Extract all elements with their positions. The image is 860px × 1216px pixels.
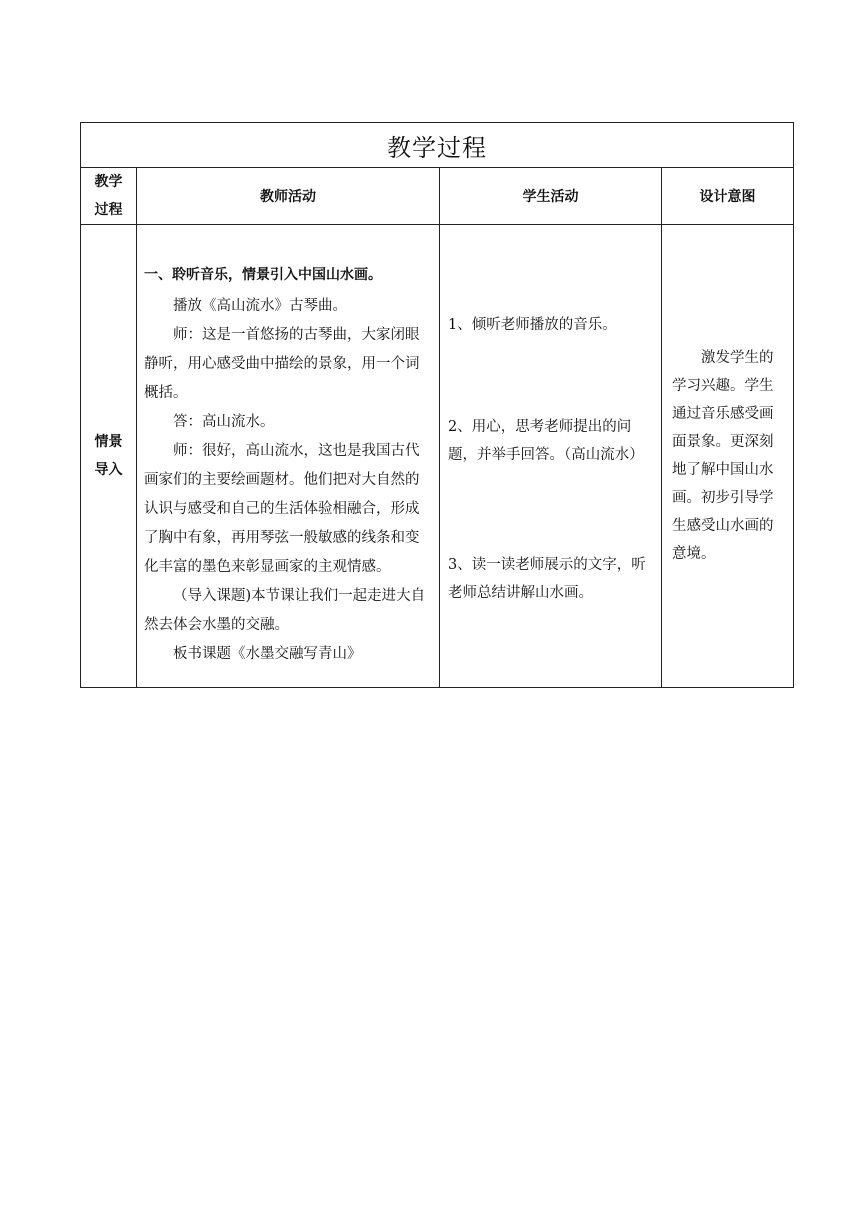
teacher-paragraph: 师：很好，高山流水，这也是我国古代画家们的主要绘画题材。他们把对大自然的认识与感受和自己的生活体验相融合，形成了胸中有象，再用琴弦一般敏感的线条和变化丰富的墨色来彰显画家的主观情感。 <box>144 443 420 575</box>
header-stage <box>81 168 137 225</box>
stage-line1: 情景 <box>94 434 123 450</box>
teacher-paragraph: 板书课题《水墨交融写青山》 <box>173 646 362 662</box>
teaching-process-table <box>80 122 794 688</box>
header-teacher: 教师活动 <box>137 168 440 225</box>
student-activity-cell <box>440 225 662 688</box>
header-row <box>81 168 794 225</box>
header-intent: 设计意图 <box>662 168 794 225</box>
teacher-paragraph: 播放《高山流水》古琴曲。 <box>173 298 347 314</box>
header-student: 学生活动 <box>440 168 662 225</box>
header-stage-line2: 过程 <box>94 202 123 218</box>
table-row <box>81 225 794 688</box>
stage-cell <box>81 225 137 688</box>
student-item-1: 1、倾听老师播放的音乐。 <box>448 317 617 333</box>
title-row <box>81 123 794 168</box>
table-title: 教学过程 <box>81 123 794 168</box>
student-item-2: 2、用心，思考老师提出的问题，并举手回答。（高山流水） <box>448 419 644 463</box>
header-stage-line1: 教学 <box>94 174 123 190</box>
stage-line2: 导入 <box>94 462 123 478</box>
teacher-paragraph: 师：这是一首悠扬的古琴曲，大家闭眼静听，用心感受曲中描绘的景象，用一个词概括。 <box>144 327 420 401</box>
teacher-paragraph: （导入课题)本节课让我们一起走进大自然去体会水墨的交融。 <box>144 588 426 633</box>
design-intent-cell <box>662 225 794 688</box>
teacher-activity-cell <box>137 225 440 688</box>
design-intent-text: 激发学生的学习兴趣。学生通过音乐感受画面景象。更深刻地了解中国山水画。初步引导学生感受山水画的意境。 <box>672 350 774 562</box>
student-item-3: 3、读一读老师展示的文字，听老师总结讲解山水画。 <box>448 557 646 601</box>
teacher-paragraph: 答：高山流水。 <box>173 414 275 430</box>
teacher-heading: 一、聆听音乐，情景引入中国山水画。 <box>144 267 382 283</box>
